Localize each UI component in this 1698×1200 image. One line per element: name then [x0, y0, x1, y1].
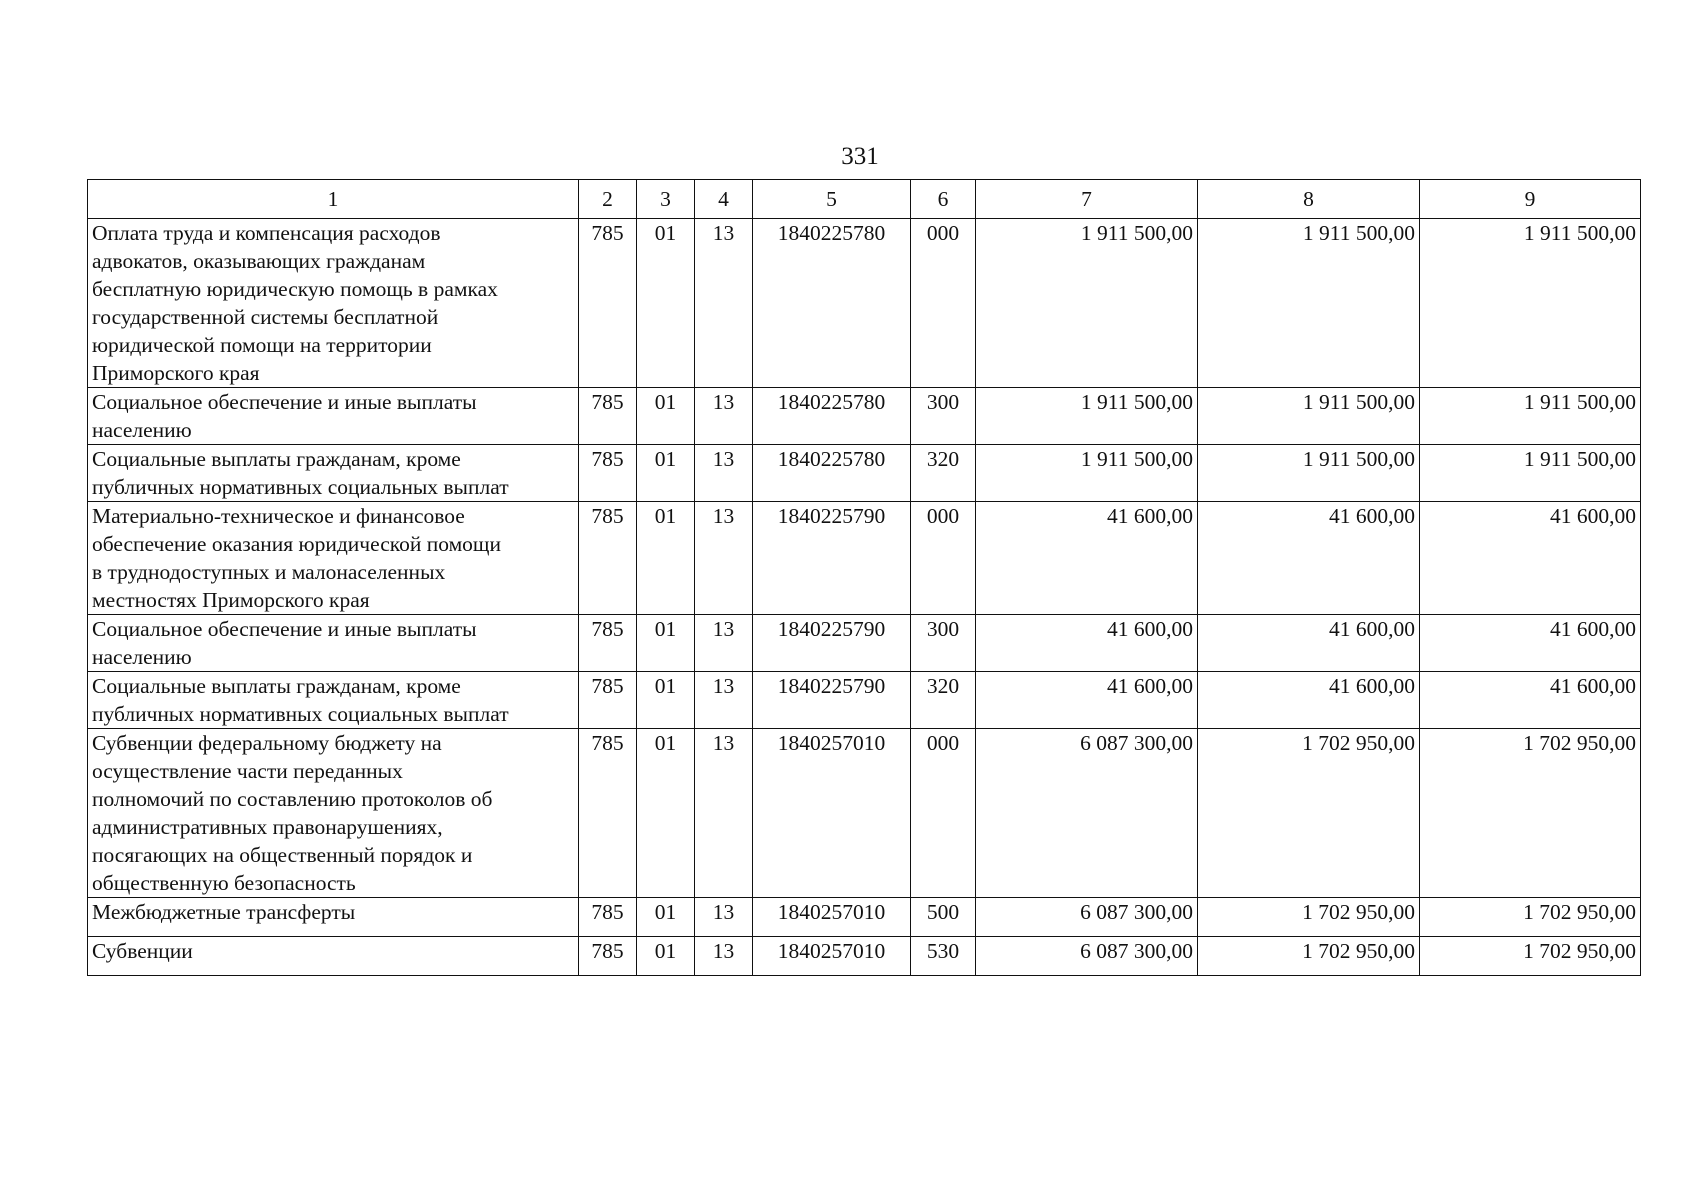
row-target-code: 1840225790: [753, 672, 911, 729]
row-target-code: 1840257010: [753, 898, 911, 937]
table-row: [88, 898, 1641, 937]
row-amount-col9: 41 600,00: [1420, 502, 1641, 615]
row-name: Социальное обеспечение и иные выплаты населению: [88, 615, 579, 672]
row-subsection-code: 13: [695, 729, 753, 898]
row-expense-type-code: 320: [911, 445, 976, 502]
row-section-code: 01: [637, 937, 695, 976]
row-ministry-code: 785: [579, 445, 637, 502]
table-row: [88, 672, 1641, 729]
row-amount-col7: 41 600,00: [976, 672, 1198, 729]
row-expense-type-code: 500: [911, 898, 976, 937]
header-col-3: 3: [637, 180, 695, 219]
row-section-code: 01: [637, 672, 695, 729]
row-section-code: 01: [637, 445, 695, 502]
header-col-5: 5: [753, 180, 911, 219]
row-amount-col7: 6 087 300,00: [976, 937, 1198, 976]
row-expense-type-code: 000: [911, 729, 976, 898]
page-number: 331: [841, 143, 879, 170]
row-section-code: 01: [637, 219, 695, 388]
row-amount-col9: 1 911 500,00: [1420, 219, 1641, 388]
row-amount-col8: 1 702 950,00: [1198, 937, 1420, 976]
row-amount-col9: 1 702 950,00: [1420, 937, 1641, 976]
row-ministry-code: 785: [579, 219, 637, 388]
row-expense-type-code: 320: [911, 672, 976, 729]
header-col-1: 1: [88, 180, 579, 219]
row-amount-col7: 6 087 300,00: [976, 729, 1198, 898]
row-amount-col9: 1 911 500,00: [1420, 388, 1641, 445]
row-amount-col8: 41 600,00: [1198, 672, 1420, 729]
row-amount-col9: 1 702 950,00: [1420, 729, 1641, 898]
row-amount-col8: 1 911 500,00: [1198, 445, 1420, 502]
row-name: Социальные выплаты гражданам, кроме публичных нормативных социальных выплат: [88, 445, 579, 502]
row-name: Субвенции: [88, 937, 579, 976]
header-col-7: 7: [976, 180, 1198, 219]
table-row: [88, 219, 1641, 388]
row-amount-col8: 1 911 500,00: [1198, 388, 1420, 445]
row-expense-type-code: 000: [911, 219, 976, 388]
row-amount-col9: 41 600,00: [1420, 672, 1641, 729]
row-section-code: 01: [637, 502, 695, 615]
row-ministry-code: 785: [579, 388, 637, 445]
row-amount-col7: 6 087 300,00: [976, 898, 1198, 937]
row-ministry-code: 785: [579, 898, 637, 937]
row-expense-type-code: 300: [911, 615, 976, 672]
row-subsection-code: 13: [695, 615, 753, 672]
row-subsection-code: 13: [695, 502, 753, 615]
row-amount-col9: 41 600,00: [1420, 615, 1641, 672]
row-name: Социальное обеспечение и иные выплаты населению: [88, 388, 579, 445]
row-name: Межбюджетные трансферты: [88, 898, 579, 937]
header-col-2: 2: [579, 180, 637, 219]
table-row: [88, 615, 1641, 672]
row-name: Социальные выплаты гражданам, кроме публичных нормативных социальных выплат: [88, 672, 579, 729]
row-name: Материально-техническое и финансовое обеспечение оказания юридической помощи в труднодоступных и малонаселенных местностях Приморского края: [88, 502, 579, 615]
row-amount-col8: 1 911 500,00: [1198, 219, 1420, 388]
row-amount-col8: 1 702 950,00: [1198, 729, 1420, 898]
header-col-4: 4: [695, 180, 753, 219]
header-col-8: 8: [1198, 180, 1420, 219]
header-col-6: 6: [911, 180, 976, 219]
table-row: [88, 388, 1641, 445]
row-expense-type-code: 530: [911, 937, 976, 976]
row-ministry-code: 785: [579, 502, 637, 615]
row-ministry-code: 785: [579, 672, 637, 729]
row-amount-col8: 41 600,00: [1198, 502, 1420, 615]
row-target-code: 1840225790: [753, 615, 911, 672]
row-amount-col7: 1 911 500,00: [976, 445, 1198, 502]
row-subsection-code: 13: [695, 445, 753, 502]
row-amount-col7: 41 600,00: [976, 615, 1198, 672]
row-section-code: 01: [637, 388, 695, 445]
row-amount-col9: 1 702 950,00: [1420, 898, 1641, 937]
row-target-code: 1840225780: [753, 445, 911, 502]
row-subsection-code: 13: [695, 937, 753, 976]
row-section-code: 01: [637, 615, 695, 672]
table-row: [88, 937, 1641, 976]
row-amount-col7: 1 911 500,00: [976, 219, 1198, 388]
row-ministry-code: 785: [579, 937, 637, 976]
row-expense-type-code: 300: [911, 388, 976, 445]
row-expense-type-code: 000: [911, 502, 976, 615]
row-section-code: 01: [637, 729, 695, 898]
row-amount-col7: 1 911 500,00: [976, 388, 1198, 445]
row-name: Субвенции федеральному бюджету на осуществление части переданных полномочий по составлению протоколов об административных правонарушениях, посягающих на общественный порядок и общественную безопасность: [88, 729, 579, 898]
row-target-code: 1840225780: [753, 219, 911, 388]
row-amount-col8: 1 702 950,00: [1198, 898, 1420, 937]
row-name: Оплата труда и компенсация расходов адвокатов, оказывающих гражданам бесплатную юридическую помощь в рамках государственной системы бесплатной юридической помощи на территории Приморского края: [88, 219, 579, 388]
row-subsection-code: 13: [695, 388, 753, 445]
row-ministry-code: 785: [579, 615, 637, 672]
row-amount-col7: 41 600,00: [976, 502, 1198, 615]
row-amount-col8: 41 600,00: [1198, 615, 1420, 672]
row-amount-col9: 1 911 500,00: [1420, 445, 1641, 502]
table-row: [88, 445, 1641, 502]
header-row: [88, 180, 1641, 219]
row-target-code: 1840257010: [753, 937, 911, 976]
row-target-code: 1840225780: [753, 388, 911, 445]
row-subsection-code: 13: [695, 219, 753, 388]
header-col-9: 9: [1420, 180, 1641, 219]
row-section-code: 01: [637, 898, 695, 937]
table-row: [88, 502, 1641, 615]
table-row: [88, 729, 1641, 898]
row-ministry-code: 785: [579, 729, 637, 898]
row-subsection-code: 13: [695, 898, 753, 937]
row-target-code: 1840257010: [753, 729, 911, 898]
budget-table: [87, 179, 1641, 976]
row-target-code: 1840225790: [753, 502, 911, 615]
row-subsection-code: 13: [695, 672, 753, 729]
